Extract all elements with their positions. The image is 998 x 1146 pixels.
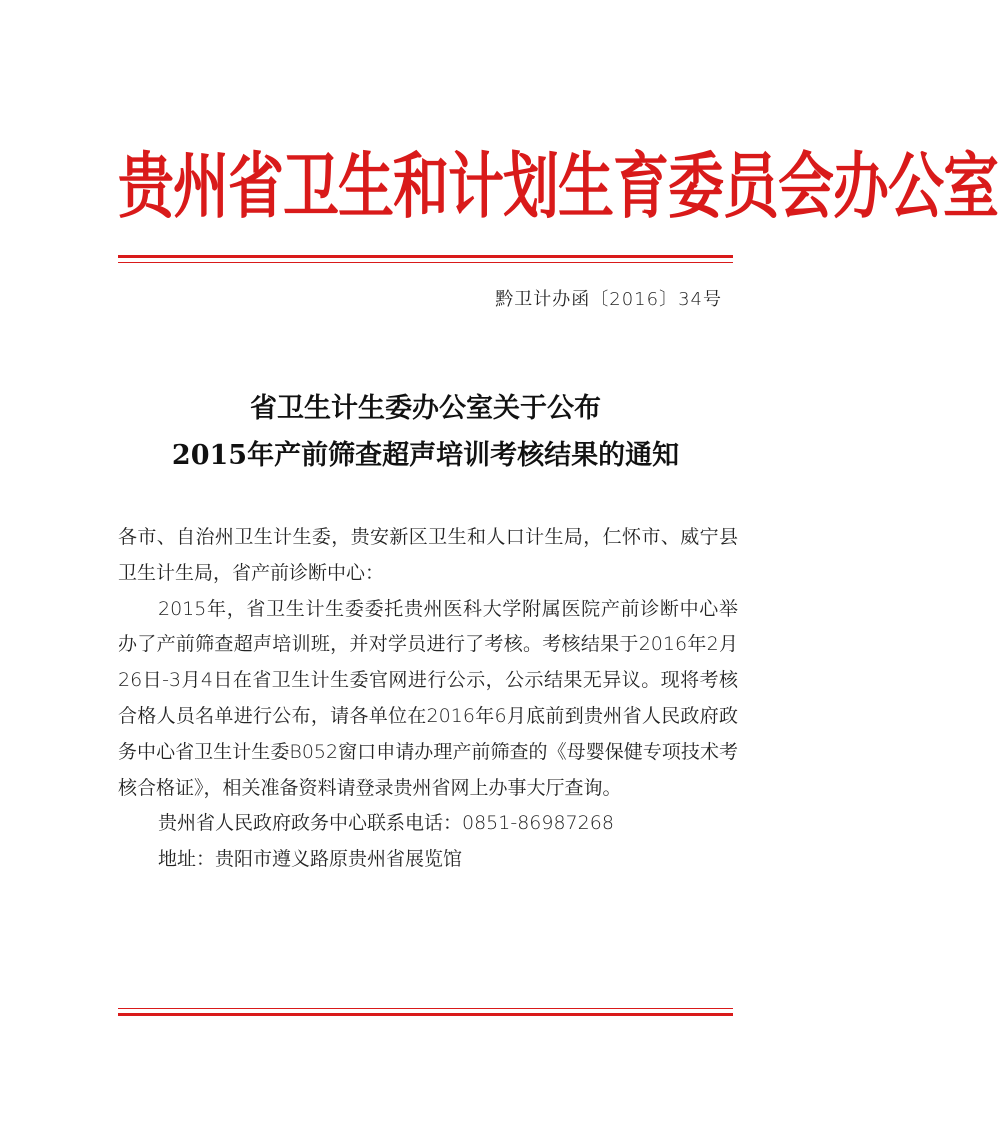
contact-phone-line: 贵州省人民政府政务中心联系电话：0851-86987268 <box>158 812 614 835</box>
main-paragraph: 2015年，省卫生计生委委托贵州医科大学附属医院产前诊断中心举办了产前筛查超声培训班，并对学员进行了考核。考核结果于2016年2月26日-3月4日在省卫生计生委官网进行公示，公示结果无异议。现将考核合格人员名单进行公布，请各单位在2016年6月底前到贵州省人民政府政务中心省卫生计生委B052窗口申请办理产前筛查的《母婴保健专项技术考核合格证》，相关准备资料请登录贵州省网上办事大厅查询。 <box>118 597 738 799</box>
addressee-paragraph: 各市、自治州卫生计生委，贵安新区卫生和人口计生局，仁怀市、威宁县卫生计生局，省产前诊断中心： <box>118 526 738 584</box>
header-divider-thin <box>118 262 733 263</box>
document-title-line1: 省卫生计生委办公室关于公布 <box>250 393 601 424</box>
footer-divider-thick <box>118 1013 733 1016</box>
document-body <box>118 520 738 878</box>
document-title-line2: 2015年产前筛查超声培训考核结果的通知 <box>171 440 680 471</box>
address-line: 地址：贵阳市遵义路原贵州省展览馆 <box>158 848 463 871</box>
header-divider-thick <box>118 255 733 258</box>
footer-divider-thin <box>118 1008 733 1009</box>
document-number: 黔卫计办函〔2016〕34号 <box>495 289 722 310</box>
org-letterhead-title: 贵州省卫生和计划生育委员会办公室 <box>118 144 998 230</box>
